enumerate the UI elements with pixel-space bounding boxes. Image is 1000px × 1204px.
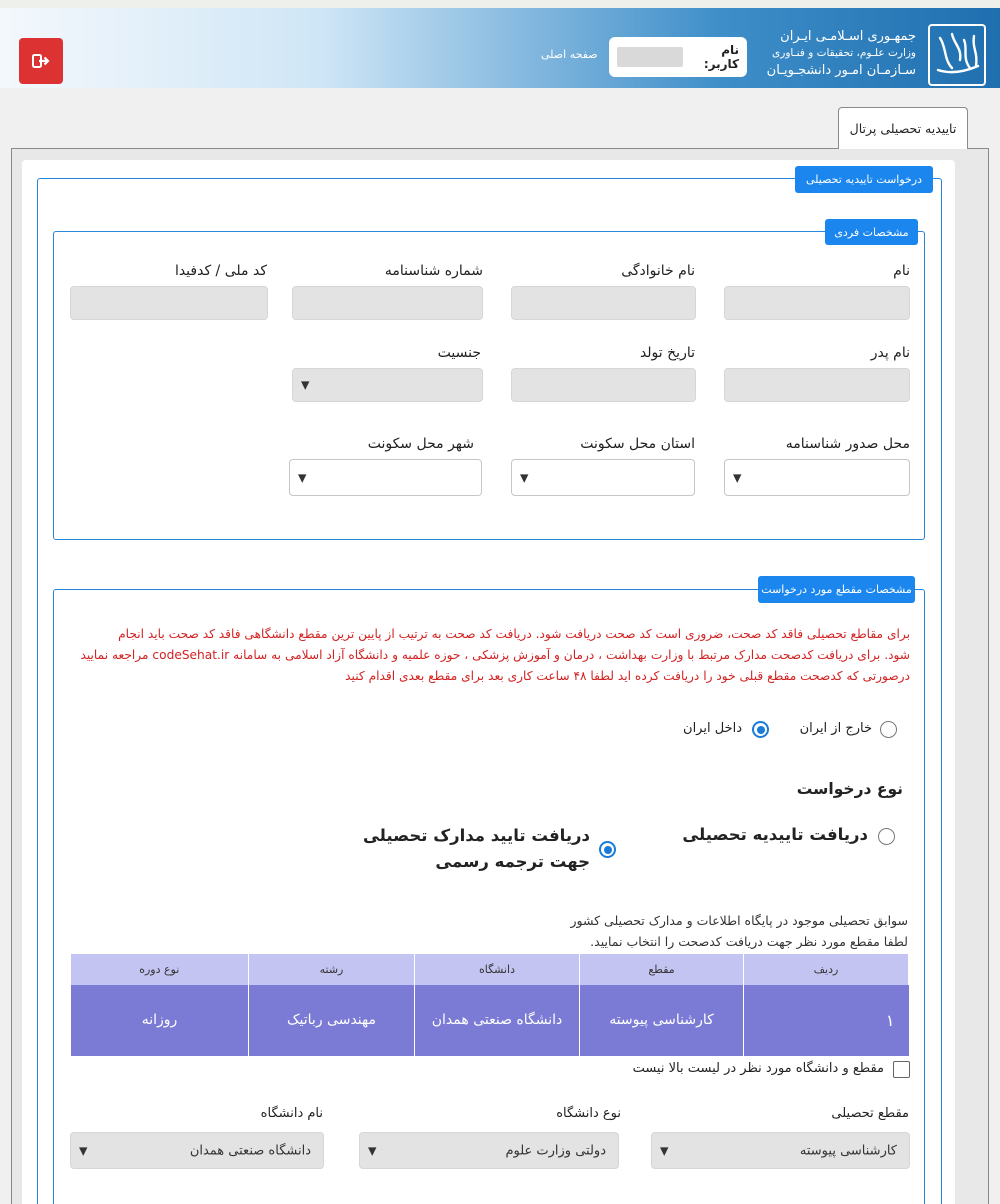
warning-text xyxy=(70,624,910,687)
last-name-label: نام خانوادگی xyxy=(621,263,695,279)
issue-place-select[interactable] xyxy=(724,459,910,496)
chevron-down-icon: ▼ xyxy=(733,471,742,484)
chevron-down-icon: ▼ xyxy=(298,471,307,484)
first-name-field[interactable] xyxy=(724,286,910,320)
records-info-line-1: سوابق تحصیلی موجود در پایگاه اطلاعات و مدارک تحصیلی کشور xyxy=(570,913,908,928)
top-strip xyxy=(0,0,1000,8)
warning-line-2: شود. برای دریافت کدصحت مدارک مرتبط با وزارت بهداشت ، درمان و آموزش پزشکی ، حوزه علمیه و دانشگاه آزاد اسلامی به سامانه codeSehat.ir مراجعه نمایید xyxy=(80,648,910,662)
radio-inside-iran[interactable] xyxy=(752,721,769,738)
records-info xyxy=(570,910,908,952)
cell-level: کارشناسی پیوسته xyxy=(580,985,744,1056)
radio-translation-verification[interactable] xyxy=(599,841,616,858)
cell-row-number: ۱ xyxy=(744,985,909,1056)
level-select[interactable] xyxy=(651,1132,910,1169)
home-link[interactable]: صفحه اصلی xyxy=(541,48,598,61)
radio-abroad-label: خارج از ایران xyxy=(799,721,872,736)
uni-type-select[interactable] xyxy=(359,1132,619,1169)
personal-legend: مشخصات فردی xyxy=(825,219,918,245)
org-name xyxy=(767,28,916,79)
site-header xyxy=(0,8,1000,88)
radio-inside-iran-label: داخل ایران xyxy=(683,721,742,736)
warning-line-3: درصورتی که کدصحت مقطع قبلی خود را دریافت کرده اید لطفا ۴۸ ساعت کاری بعد برای مقطع بعدی اقدام کنید xyxy=(345,669,910,683)
birth-date-label: تاریخ تولد xyxy=(639,345,695,361)
org-line-1: جمهـوری اسـلامـی ایـران xyxy=(780,29,916,44)
radio-academic-verification-label: دریافت تاییدیه تحصیلی xyxy=(682,825,868,844)
col-level: مقطع xyxy=(580,954,744,985)
col-row-number: ردیف xyxy=(744,954,909,985)
radio-translation-verification-label xyxy=(363,823,590,875)
logout-button[interactable] xyxy=(19,38,63,84)
uni-type-select-value: دولتی وزارت علوم xyxy=(505,1143,606,1158)
org-logo xyxy=(928,24,986,86)
chevron-down-icon: ▼ xyxy=(301,378,310,392)
records-table xyxy=(70,954,909,1056)
logout-icon xyxy=(32,53,50,69)
org-line-2: وزارت علـوم، تحقیقات و فنـاوری xyxy=(772,47,916,59)
col-university: دانشگاه xyxy=(415,954,580,985)
uni-name-select[interactable] xyxy=(70,1132,324,1169)
tab-portal-verification[interactable]: تاییدیه تحصیلی پرتال xyxy=(838,107,968,149)
user-box xyxy=(609,37,747,77)
not-listed-checkbox[interactable] xyxy=(893,1061,910,1078)
birth-cert-field[interactable] xyxy=(292,286,483,320)
cell-course-type: روزانه xyxy=(71,985,249,1056)
province-label: استان محل سکونت xyxy=(580,436,695,452)
uni-type-label: نوع دانشگاه xyxy=(556,1106,621,1121)
chevron-down-icon: ▼ xyxy=(660,1144,669,1157)
birth-cert-label: شماره شناسنامه xyxy=(384,263,483,279)
level-label: مقطع تحصیلی xyxy=(831,1106,909,1121)
national-code-label: کد ملی / کدفیدا xyxy=(174,263,267,279)
national-code-field[interactable] xyxy=(70,286,268,320)
degree-legend: مشخصات مقطع مورد درخواست xyxy=(758,576,915,603)
chevron-down-icon: ▼ xyxy=(520,471,529,484)
records-info-line-2: لطفا مقطع مورد نظر جهت دریافت کدصحت را انتخاب نمایید. xyxy=(590,934,908,949)
user-label: نام کاربر: xyxy=(703,43,739,71)
cell-university: دانشگاه صنعتی همدان xyxy=(415,985,580,1056)
chevron-down-icon: ▼ xyxy=(79,1144,88,1157)
not-listed-label: مقطع و دانشگاه مورد نظر در لیست بالا نیست xyxy=(632,1061,884,1076)
gender-label: جنسیت xyxy=(437,345,481,361)
father-name-label: نام پدر xyxy=(870,345,910,361)
radio-academic-verification[interactable] xyxy=(878,828,895,845)
province-select[interactable] xyxy=(511,459,695,496)
col-course-type: نوع دوره xyxy=(71,954,249,985)
father-name-field[interactable] xyxy=(724,368,910,402)
cell-field: مهندسی رباتیک xyxy=(249,985,415,1056)
level-select-value: کارشناسی پیوسته xyxy=(799,1143,897,1158)
warning-line-1: برای مقاطع تحصیلی فاقد کد صحت، ضروری است کد صحت دریافت شود. دریافت کد صحت به ترتیب از پایین ترین مقطع دانشگاهی فاقد کد صحت باید انجام xyxy=(118,627,910,641)
translation-label-line-2: جهت ترجمه رسمی xyxy=(435,852,590,871)
radio-abroad[interactable] xyxy=(880,721,897,738)
translation-label-line-1: دریافت تایید مدارک تحصیلی xyxy=(362,826,590,845)
col-field: رشته xyxy=(249,954,415,985)
gender-select[interactable] xyxy=(292,368,483,402)
city-select[interactable] xyxy=(289,459,482,496)
table-header-row xyxy=(71,954,909,985)
request-legend: درخواست تاییدیه تحصیلی xyxy=(795,166,933,193)
uni-name-label: نام دانشگاه xyxy=(260,1106,323,1121)
issue-place-label: محل صدور شناسنامه xyxy=(785,436,910,452)
first-name-label: نام xyxy=(893,263,910,279)
request-type-title: نوع درخواست xyxy=(796,780,903,798)
org-line-3: سـازمـان امـور دانشجـویـان xyxy=(766,63,916,78)
table-row[interactable] xyxy=(71,985,909,1056)
username-value xyxy=(617,47,683,67)
uni-name-select-value: دانشگاه صنعتی همدان xyxy=(189,1143,311,1158)
city-label: شهر محل سکونت xyxy=(367,436,474,452)
last-name-field[interactable] xyxy=(511,286,696,320)
chevron-down-icon: ▼ xyxy=(368,1144,377,1157)
birth-date-field[interactable] xyxy=(511,368,696,402)
